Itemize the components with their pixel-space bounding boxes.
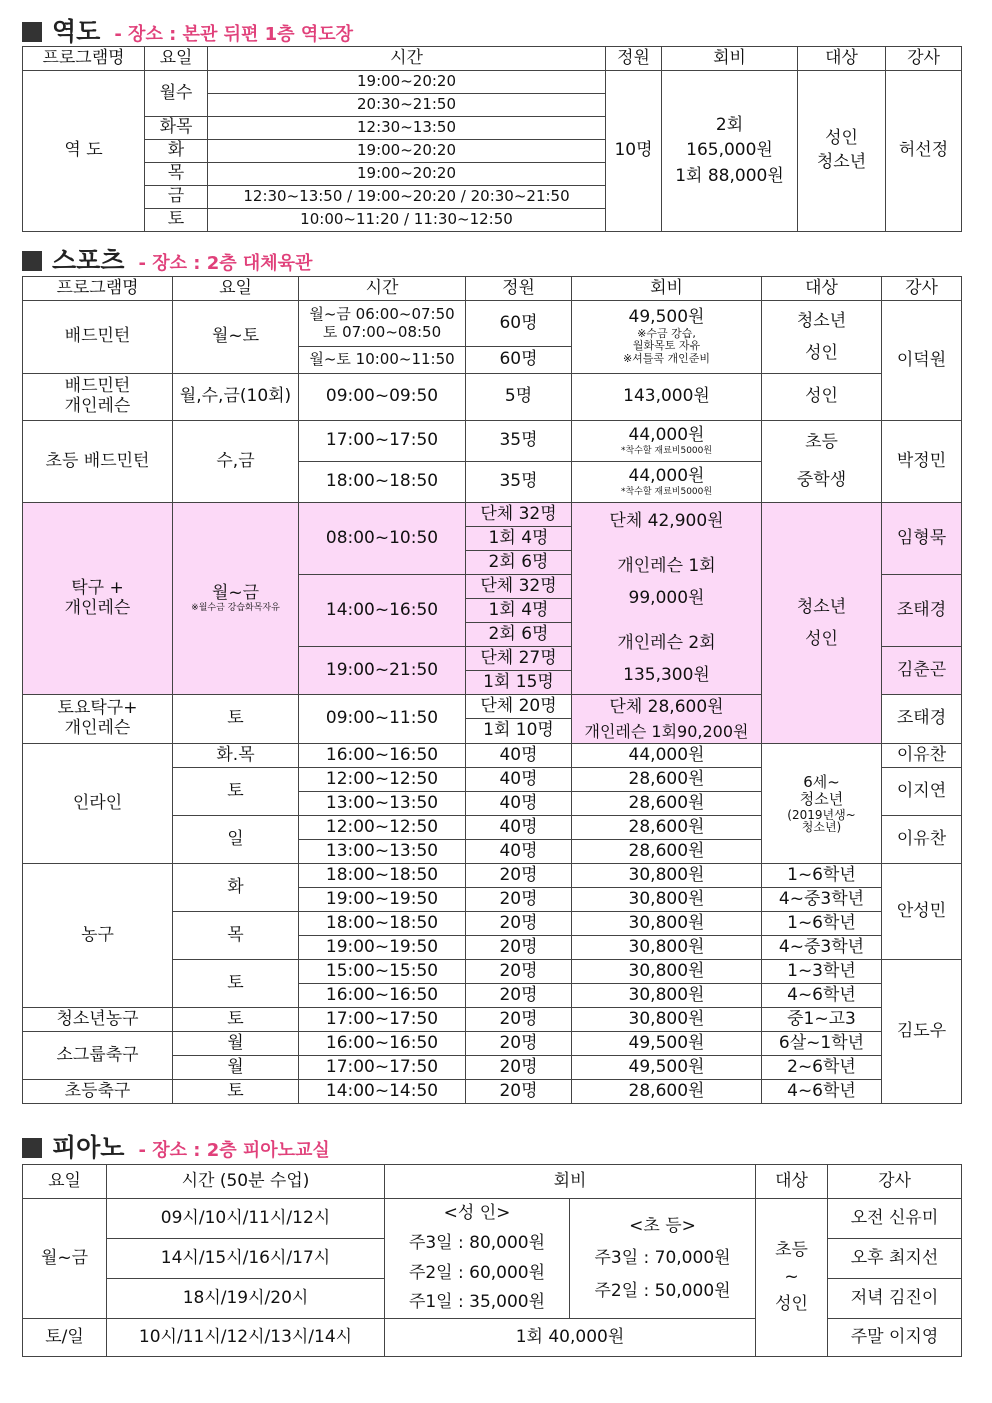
- time-cell: 19:00~20:20: [208, 71, 606, 94]
- program-name: [23, 695, 173, 744]
- fee-cell: 30,800원: [572, 959, 762, 983]
- time-cell: 19:00~19:50: [299, 935, 466, 959]
- piano-table: [22, 1164, 962, 1357]
- capacity-cell: 20명: [466, 1007, 572, 1031]
- target-line: 6세~: [803, 773, 840, 792]
- day-line: 월~금: [211, 582, 260, 603]
- day-cell: 토/일: [23, 1319, 107, 1357]
- fee-note: ※수금 강습,: [637, 326, 696, 340]
- capacity-cell: 1회 4명: [466, 527, 572, 551]
- time-line: 토 07:00~08:50: [322, 322, 442, 341]
- day-note: ※월수금 강습화목자유: [191, 603, 280, 614]
- fee-note: ※셔틀콕 개인준비: [622, 352, 711, 366]
- time-cell: 20:30~21:50: [208, 94, 606, 117]
- fee-line: 1회 88,000원: [675, 165, 784, 186]
- time-cell: 19:00~20:20: [208, 163, 606, 186]
- target-line: 청소년: [796, 596, 847, 617]
- target-cell: 4~중3학년: [762, 887, 882, 911]
- program-name: 소그룹축구: [23, 1031, 173, 1079]
- capacity-cell: 20명: [466, 911, 572, 935]
- target-line: 성인: [805, 628, 838, 649]
- day-cell: 일: [173, 815, 299, 863]
- time-line: 월~금 06:00~07:50: [309, 305, 455, 324]
- target-line: 성인: [805, 343, 838, 363]
- target-cell: [762, 421, 882, 503]
- fee-cell: 30,800원: [572, 863, 762, 887]
- time-cell: 19:00~20:20: [208, 140, 606, 163]
- header-fee: 회비: [572, 277, 762, 301]
- header-time: 시간 (50분 수업): [107, 1165, 385, 1199]
- fee-line: 개인레슨 1회90,200원: [584, 721, 749, 741]
- fee-cell: 30,800원: [572, 983, 762, 1007]
- fee-line: 단체 42,900원: [609, 510, 724, 531]
- instructor-cell: 김춘곤: [882, 647, 962, 695]
- fee-label: <성 인>: [443, 1203, 511, 1223]
- fee-line: 주3일 : 80,000원: [408, 1232, 546, 1253]
- name-line: 개인레슨: [64, 597, 131, 618]
- day-cell: 월~토: [173, 301, 299, 374]
- capacity-cell: 35명: [466, 421, 572, 462]
- fee-line: 개인레슨 1회: [617, 556, 716, 577]
- program-name: [23, 374, 173, 421]
- square-bullet-icon: [22, 22, 42, 42]
- fee-cell: [572, 462, 762, 503]
- fee-line: 165,000원: [686, 140, 773, 161]
- fee-line: 주2일 : 60,000원: [408, 1262, 546, 1283]
- fee-cell: 143,000원: [572, 374, 762, 421]
- fee-line: 49,500원: [628, 307, 705, 328]
- program-name: [23, 503, 173, 695]
- day-cell: 토: [173, 1079, 299, 1103]
- name-line: 개인레슨: [64, 717, 131, 738]
- instructor-cell: 주말 이지영: [828, 1319, 962, 1357]
- fee-note: *착수할 재료비5000원: [620, 486, 713, 497]
- time-cell: 월~토 10:00~11:50: [299, 347, 466, 374]
- capacity-cell: 40명: [466, 743, 572, 767]
- instructor-cell: 허선정: [886, 71, 962, 232]
- fee-line: 2회: [715, 114, 744, 135]
- day-cell: 월: [173, 1055, 299, 1079]
- fee-line: 개인레슨 2회: [617, 633, 716, 654]
- fee-cell: [572, 421, 762, 462]
- header-day: 요일: [173, 277, 299, 301]
- section-header-sports: [22, 241, 312, 277]
- header-program: 프로그램명: [23, 277, 173, 301]
- header-instructor: 강사: [828, 1165, 962, 1199]
- capacity-cell: 60명: [466, 347, 572, 374]
- program-name: 초등축구: [23, 1079, 173, 1103]
- target-cell: 2~6학년: [762, 1055, 882, 1079]
- name-line: 배드민턴: [64, 376, 131, 397]
- weightlifting-table: [22, 46, 962, 232]
- time-cell: 18:00~18:50: [299, 911, 466, 935]
- capacity-cell: 단체 20명: [466, 695, 572, 719]
- instructor-cell: 김도우: [882, 959, 962, 1103]
- target-cell: 1~6학년: [762, 911, 882, 935]
- header-day: 요일: [145, 47, 208, 71]
- day-cell: 월,수,금(10회): [173, 374, 299, 421]
- target-cell: 4~6학년: [762, 1079, 882, 1103]
- section-title: 역도: [52, 17, 101, 46]
- target-line: 청소년: [816, 152, 867, 172]
- instructor-cell: 오전 신유미: [828, 1199, 962, 1239]
- section-title: 스포츠: [52, 246, 125, 275]
- target-line: 청소년: [796, 310, 847, 331]
- capacity-cell: 단체 32명: [466, 575, 572, 599]
- program-name: 청소년농구: [23, 1007, 173, 1031]
- name-line: 토요탁구+: [57, 698, 138, 719]
- fee-line: 44,000원: [628, 425, 705, 446]
- square-bullet-icon: [22, 1138, 42, 1158]
- day-cell: 화.목: [173, 743, 299, 767]
- time-cell: 14:00~14:50: [299, 1079, 466, 1103]
- target-cell: [798, 71, 886, 232]
- fee-label: <초 등>: [629, 1216, 696, 1237]
- capacity-cell: 2회 6명: [466, 551, 572, 575]
- day-cell: 토: [145, 209, 208, 232]
- time-cell: 15:00~15:50: [299, 959, 466, 983]
- capacity-cell: 20명: [466, 983, 572, 1007]
- header-time: 시간: [299, 277, 466, 301]
- time-cell: 14:00~16:50: [299, 575, 466, 647]
- fee-line: 주3일 : 70,000원: [594, 1248, 731, 1269]
- section-header-weightlifting: [22, 12, 353, 48]
- fee-cell: 30,800원: [572, 1007, 762, 1031]
- target-cell: 성인: [762, 374, 882, 421]
- fee-cell: [572, 301, 762, 374]
- square-bullet-icon: [22, 251, 42, 271]
- instructor-cell: 안성민: [882, 863, 962, 959]
- sports-table: [22, 276, 962, 1104]
- target-cell: [762, 503, 882, 744]
- day-cell: 금: [145, 186, 208, 209]
- header-target: 대상: [762, 277, 882, 301]
- target-cell: 1~3학년: [762, 959, 882, 983]
- fee-cell: 49,500원: [572, 1031, 762, 1055]
- header-fee: 회비: [662, 47, 798, 71]
- fee-line: 단체 28,600원: [609, 697, 724, 717]
- time-cell: 10시/11시/12시/13시/14시: [107, 1319, 385, 1357]
- header-fee: 회비: [385, 1165, 756, 1199]
- day-cell: 화: [145, 140, 208, 163]
- time-cell: 12:30~13:50 / 19:00~20:20 / 20:30~21:50: [208, 186, 606, 209]
- time-cell: 18:00~18:50: [299, 462, 466, 503]
- capacity-cell: 20명: [466, 1031, 572, 1055]
- capacity-cell: 40명: [466, 839, 572, 863]
- target-cell: [762, 743, 882, 863]
- header-day: 요일: [23, 1165, 107, 1199]
- capacity-cell: 1회 4명: [466, 599, 572, 623]
- fee-note: 월화목토 자유: [632, 339, 701, 353]
- target-line: (2019년생~: [787, 807, 856, 822]
- fee-cell: [572, 695, 762, 744]
- capacity-cell: 40명: [466, 791, 572, 815]
- capacity-cell: 20명: [466, 887, 572, 911]
- capacity-cell: 단체 27명: [466, 647, 572, 671]
- header-target: 대상: [756, 1165, 828, 1199]
- time-cell: 17:00~17:50: [299, 421, 466, 462]
- day-cell: 토: [173, 767, 299, 815]
- time-cell: 17:00~17:50: [299, 1055, 466, 1079]
- day-cell: 목: [173, 911, 299, 959]
- target-cell: 4~6학년: [762, 983, 882, 1007]
- program-name: 농구: [23, 863, 173, 1007]
- time-cell: 16:00~16:50: [299, 983, 466, 1007]
- target-line: ~: [784, 1266, 799, 1287]
- time-cell: 14시/15시/16시/17시: [107, 1239, 385, 1279]
- header-instructor: 강사: [882, 277, 962, 301]
- day-cell: 월수: [145, 71, 208, 117]
- time-cell: 18시/19시/20시: [107, 1279, 385, 1319]
- instructor-cell: 이덕원: [882, 301, 962, 421]
- capacity-cell: 5명: [466, 374, 572, 421]
- section-location: - 장소 : 본관 뒤편 1층 역도장: [114, 24, 353, 45]
- instructor-cell: 박정민: [882, 421, 962, 503]
- day-cell: 화: [173, 863, 299, 911]
- fee-cell: 30,800원: [572, 911, 762, 935]
- day-cell: 월~금: [23, 1199, 107, 1319]
- header-capacity: 정원: [466, 277, 572, 301]
- time-cell: 10:00~11:20 / 11:30~12:50: [208, 209, 606, 232]
- header-target: 대상: [798, 47, 886, 71]
- instructor-cell: 조태경: [882, 695, 962, 744]
- instructor-cell: 임형묵: [882, 503, 962, 575]
- time-cell: [299, 301, 466, 347]
- section-header-piano: [22, 1128, 330, 1164]
- name-line: 개인레슨: [64, 396, 131, 416]
- fee-cell: 44,000원: [572, 743, 762, 767]
- capacity-cell: 35명: [466, 462, 572, 503]
- day-cell: 토: [173, 959, 299, 1007]
- capacity-cell: 2회 6명: [466, 623, 572, 647]
- target-line: 초등: [775, 1239, 808, 1260]
- day-cell: 화목: [145, 117, 208, 140]
- fee-line: 주1일 : 35,000원: [408, 1292, 546, 1313]
- fee-cell: 28,600원: [572, 815, 762, 839]
- target-line: 성인: [825, 128, 858, 149]
- header-time: 시간: [208, 47, 606, 71]
- capacity-cell: 40명: [466, 767, 572, 791]
- fee-cell: [572, 503, 762, 695]
- target-cell: [756, 1199, 828, 1357]
- capacity-cell: 20명: [466, 959, 572, 983]
- instructor-cell: 저녁 김진이: [828, 1279, 962, 1319]
- fee-line: 99,000원: [628, 587, 705, 608]
- fee-line: 44,000원: [628, 466, 705, 487]
- day-cell: 수,금: [173, 421, 299, 503]
- day-cell: 토: [173, 695, 299, 744]
- capacity-cell: 60명: [466, 301, 572, 347]
- fee-line: 135,300원: [623, 664, 710, 685]
- header-instructor: 강사: [886, 47, 962, 71]
- capacity-cell: 1회 10명: [466, 719, 572, 743]
- program-name: 역 도: [23, 71, 145, 232]
- time-cell: 13:00~13:50: [299, 791, 466, 815]
- time-cell: 16:00~16:50: [299, 743, 466, 767]
- time-cell: 09시/10시/11시/12시: [107, 1199, 385, 1239]
- instructor-cell: 조태경: [882, 575, 962, 647]
- fee-cell: [662, 71, 798, 232]
- program-name: 배드민턴: [23, 301, 173, 374]
- day-cell: 목: [145, 163, 208, 186]
- fee-line: 주2일 : 50,000원: [594, 1280, 731, 1301]
- capacity-cell: 20명: [466, 1055, 572, 1079]
- target-cell: 4~중3학년: [762, 935, 882, 959]
- target-line: 중학생: [796, 469, 847, 490]
- time-cell: 12:00~12:50: [299, 767, 466, 791]
- target-line: 청소년): [801, 819, 842, 834]
- target-cell: 중1~고3: [762, 1007, 882, 1031]
- fee-note: *착수할 재료비5000원: [620, 445, 713, 456]
- capacity-cell: 1회 15명: [466, 671, 572, 695]
- fee-cell: 28,600원: [572, 839, 762, 863]
- target-line: 성인: [775, 1294, 808, 1315]
- time-cell: 13:00~13:50: [299, 839, 466, 863]
- section-title: 피아노: [52, 1133, 125, 1162]
- fee-cell: 30,800원: [572, 935, 762, 959]
- day-cell: [173, 503, 299, 695]
- capacity-cell: 20명: [466, 935, 572, 959]
- time-cell: 09:00~11:50: [299, 695, 466, 744]
- capacity-cell: 단체 32명: [466, 503, 572, 527]
- target-line: 초등: [805, 432, 838, 453]
- time-cell: 12:30~13:50: [208, 117, 606, 140]
- capacity-cell: 20명: [466, 1079, 572, 1103]
- day-cell: 토: [173, 1007, 299, 1031]
- capacity-cell: 10명: [606, 71, 662, 232]
- section-location: - 장소 : 2층 피아노교실: [138, 1140, 330, 1161]
- instructor-cell: 이유찬: [882, 743, 962, 767]
- time-cell: 09:00~09:50: [299, 374, 466, 421]
- header-capacity: 정원: [606, 47, 662, 71]
- target-line: 청소년: [799, 790, 844, 809]
- time-cell: 08:00~10:50: [299, 503, 466, 575]
- header-program: 프로그램명: [23, 47, 145, 71]
- adult-fee-cell: [385, 1199, 570, 1319]
- time-cell: 17:00~17:50: [299, 1007, 466, 1031]
- instructor-cell: 이유찬: [882, 815, 962, 863]
- time-cell: 19:00~19:50: [299, 887, 466, 911]
- elem-fee-cell: [570, 1199, 756, 1319]
- time-cell: 18:00~18:50: [299, 863, 466, 887]
- target-cell: 6살~1학년: [762, 1031, 882, 1055]
- target-cell: 1~6학년: [762, 863, 882, 887]
- day-cell: 월: [173, 1031, 299, 1055]
- fee-cell: 28,600원: [572, 791, 762, 815]
- fee-cell: 28,600원: [572, 767, 762, 791]
- program-name: 초등 배드민턴: [23, 421, 173, 503]
- fee-cell: 30,800원: [572, 887, 762, 911]
- time-cell: 19:00~21:50: [299, 647, 466, 695]
- fee-cell: 49,500원: [572, 1055, 762, 1079]
- capacity-cell: 40명: [466, 815, 572, 839]
- fee-cell: 1회 40,000원: [385, 1319, 756, 1357]
- section-location: - 장소 : 2층 대체육관: [138, 253, 313, 274]
- target-cell: [762, 301, 882, 374]
- time-cell: 12:00~12:50: [299, 815, 466, 839]
- name-line: 탁구 +: [71, 577, 124, 598]
- fee-cell: 28,600원: [572, 1079, 762, 1103]
- instructor-cell: 오후 최지선: [828, 1239, 962, 1279]
- capacity-cell: 20명: [466, 863, 572, 887]
- program-name: 인라인: [23, 743, 173, 863]
- time-cell: 16:00~16:50: [299, 1031, 466, 1055]
- instructor-cell: 이지연: [882, 767, 962, 815]
